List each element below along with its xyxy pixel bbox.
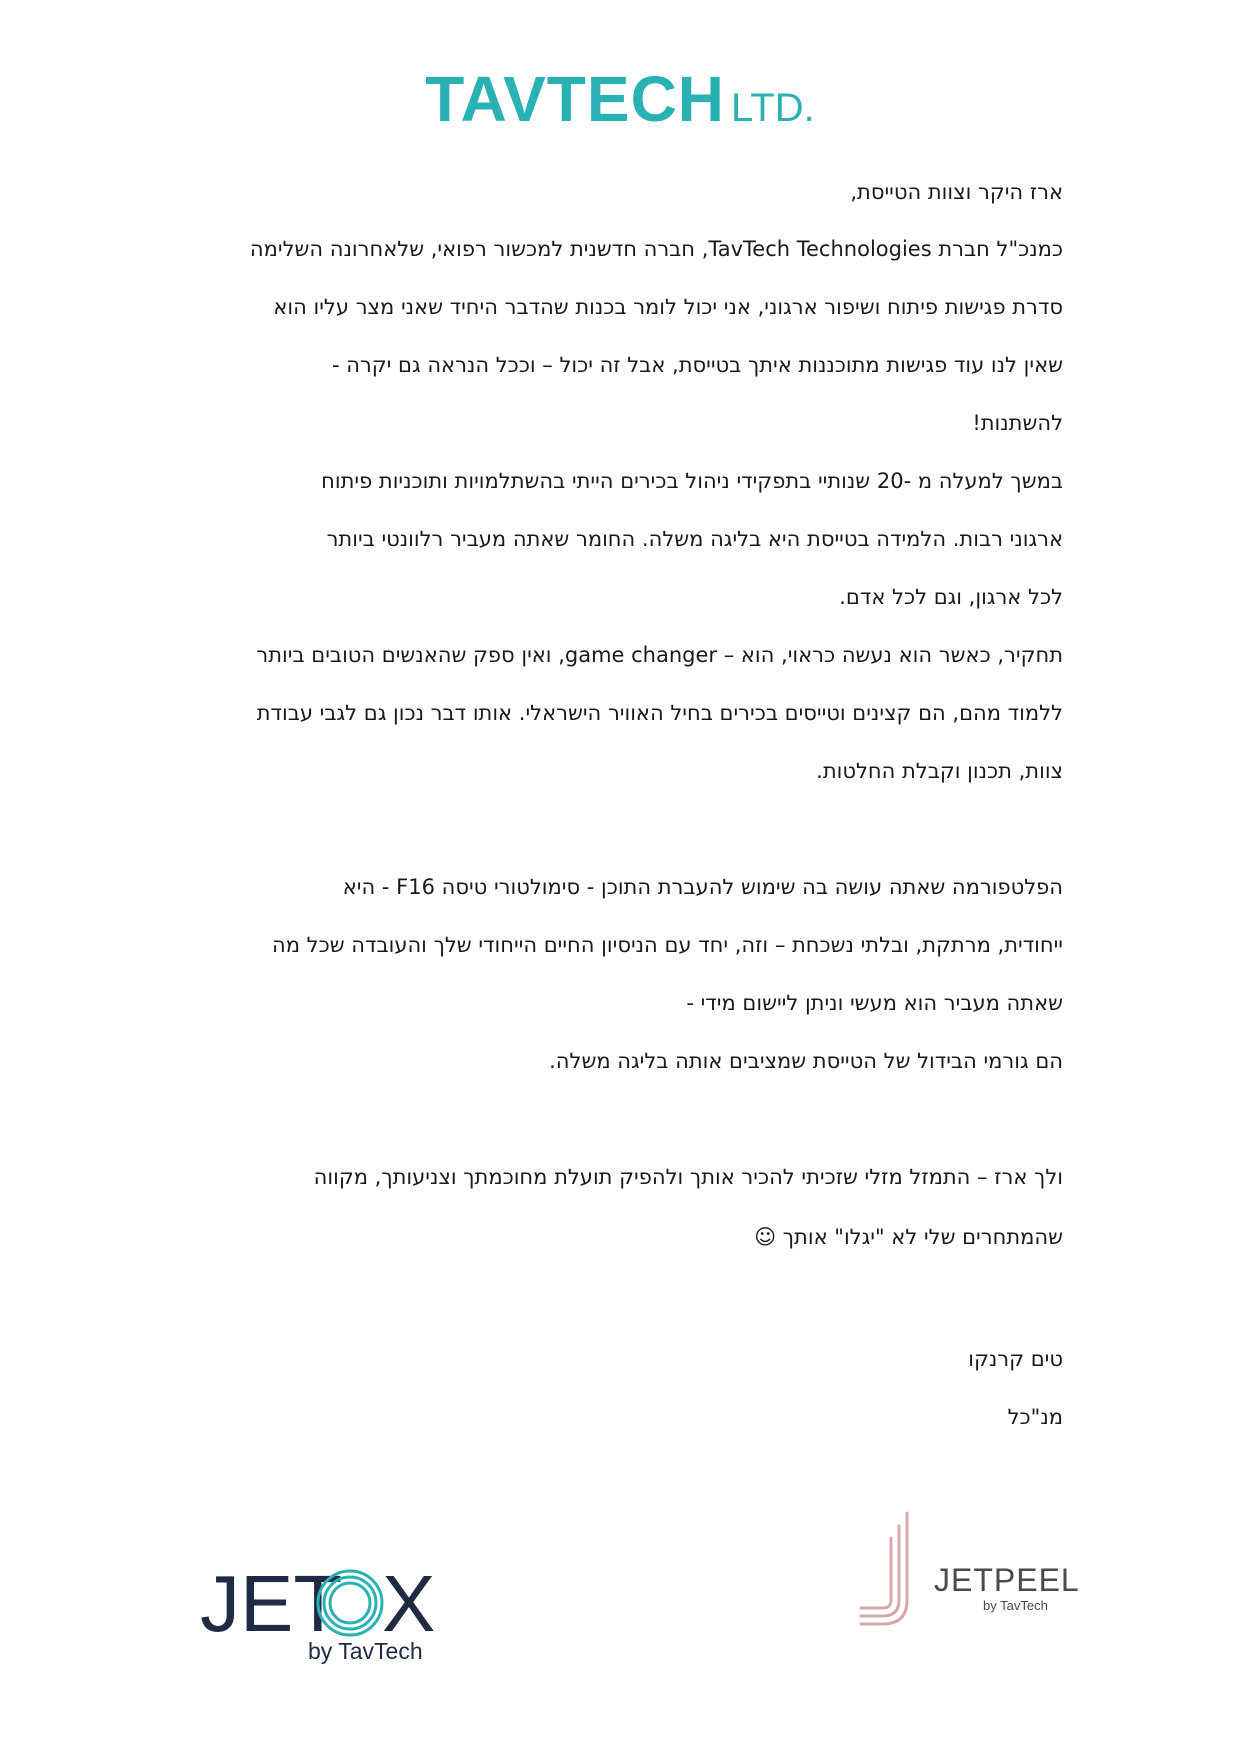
tavtech-logo [0,62,1240,136]
jetox-by-tavtech: by TavTech [308,1638,423,1664]
paragraph-line: כמנכ"ל חברת TavTech Technologies, חברה חדשנית למכשור רפואי, שלאחרונה השלימה [249,237,1063,261]
letter-greeting: ארז היקר וצוות הטייסת, [850,180,1063,204]
paragraph-line: לכל ארגון, וגם לכל אדם. [839,585,1063,609]
paragraph-line: ללמוד מהם, הם קצינים וטייסים בכירים בחיל האוויר הישראלי. אותו דבר נכון גם לגבי עבודת [256,701,1063,725]
paragraph-line: הם גורמי הבידול של הטייסת שמציבים אותה בליגה משלה. [549,1049,1063,1073]
paragraph-line: במשך למעלה מ -20 שנותיי בתפקידי ניהול בכירים הייתי בהשתלמויות ותוכניות פיתוח [321,469,1063,493]
signature-title: מנ"כל [1007,1405,1063,1429]
signature-name: טים קרנקו [968,1347,1063,1371]
jetpeel-by-tavtech: by TavTech [983,1598,1048,1613]
paragraph-line: שהמתחרים שלי לא "יגלו" אותך ☺ [754,1225,1063,1249]
jetox-logo [200,1556,440,1666]
paragraph-line: שאין לנו עוד פגישות מתוכננות איתך בטייסת, אבל זה יכול – וככל הנראה גם יקרה - [331,353,1063,377]
paragraph-line: ייחודית, מרתקת, ובלתי נשכחת – וזה, יחד עם הניסיון החיים הייחודי שלך והעובדה שכל מה [272,933,1063,957]
jetox-logo-je: JET [200,1559,343,1648]
jetox-logo-x: X [382,1559,436,1648]
paragraph-line: להשתנות! [972,411,1063,435]
paragraph-line: ולך ארז – התמזל מזלי שזכיתי להכיר אותך ולהפיק תועלת מחוכמתך וצניעותך, מקווה [313,1165,1063,1189]
jetpeel-j-lines-icon [861,1513,907,1624]
tavtech-logo-text: TAVTECH [425,63,725,135]
paragraph-line: שאתה מעביר הוא מעשי וניתן ליישום מידי - [686,991,1063,1015]
paragraph-line: סדרת פגישות פיתוח ושיפור ארגוני, אני יכול לומר בכנות שהדבר היחיד שאני מצר עליו הוא [273,295,1063,319]
paragraph-line: הפלטפורמה שאתה עושה בה שימוש להעברת התוכן - סימולטורי טיסה F16 - היא [342,875,1063,899]
jetpeel-logo-text: JETPEEL [934,1562,1080,1598]
paragraph-line: תחקיר, כאשר הוא נעשה כראוי, הוא – game changer, ואין ספק שהאנשים הטובים ביותר [256,643,1063,667]
jetpeel-logo [855,1508,1080,1638]
paragraph-line: ארגוני רבות. הלמידה בטייסת היא בליגה משלה. החומר שאתה מעביר רלוונטי ביותר [326,527,1063,551]
paragraph-line: צוות, תכנון וקבלת החלטות. [816,759,1063,783]
tavtech-logo-suffix: LTD. [731,86,815,130]
